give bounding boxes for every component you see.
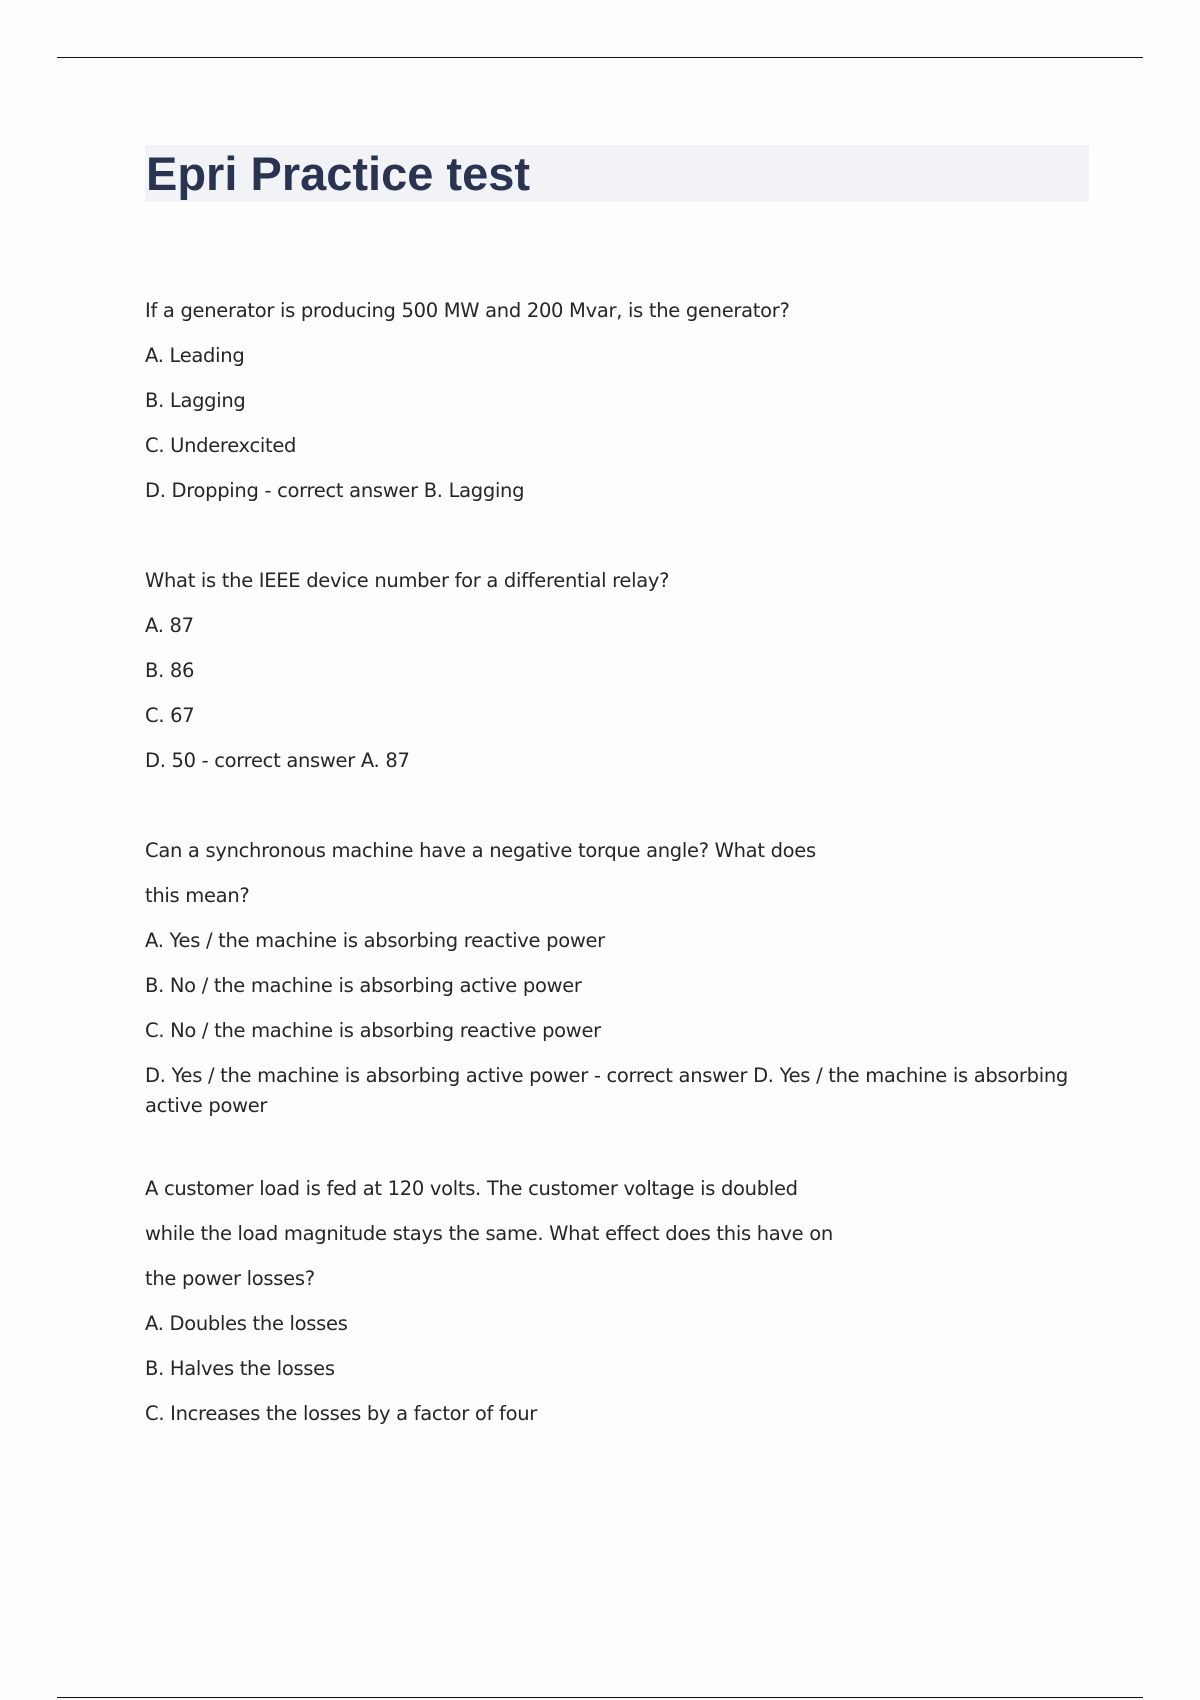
question-4-text-line-1: A customer load is fed at 120 volts. The customer voltage is doubled bbox=[145, 1177, 798, 1200]
question-3-option-d-answer: D. Yes / the machine is absorbing active power - correct answer D. Yes / the machine is absorbing active power bbox=[145, 1064, 1068, 1117]
question-1 bbox=[145, 288, 1085, 513]
question-4-option-c: C. Increases the losses by a factor of four bbox=[145, 1402, 537, 1425]
header-rule bbox=[57, 57, 1143, 58]
question-3-option-a: A. Yes / the machine is absorbing reactive power bbox=[145, 929, 605, 952]
question-4-option-b: B. Halves the losses bbox=[145, 1357, 335, 1380]
question-1-option-d-answer: D. Dropping - correct answer B. Lagging bbox=[145, 479, 525, 502]
question-2-option-c: C. 67 bbox=[145, 704, 195, 727]
question-3-option-c: C. No / the machine is absorbing reactive power bbox=[145, 1019, 601, 1042]
footer-rule bbox=[57, 1697, 1143, 1698]
question-4-text-line-3: the power losses? bbox=[145, 1267, 315, 1290]
question-2-option-a: A. 87 bbox=[145, 614, 194, 637]
question-1-option-a: A. Leading bbox=[145, 344, 245, 367]
question-2-option-d-answer: D. 50 - correct answer A. 87 bbox=[145, 749, 410, 772]
question-3 bbox=[145, 828, 1085, 1121]
question-3-text-line-2: this mean? bbox=[145, 884, 250, 907]
question-1-option-c: C. Underexcited bbox=[145, 434, 297, 457]
question-3-option-b: B. No / the machine is absorbing active power bbox=[145, 974, 582, 997]
page-title: Epri Practice test bbox=[146, 147, 531, 200]
question-4-option-a: A. Doubles the losses bbox=[145, 1312, 348, 1335]
question-1-text: If a generator is producing 500 MW and 200 Mvar, is the generator? bbox=[145, 299, 790, 322]
question-list bbox=[145, 288, 1085, 1481]
question-2 bbox=[145, 558, 1085, 783]
question-1-option-b: B. Lagging bbox=[145, 389, 246, 412]
question-4-text-line-2: while the load magnitude stays the same. What effect does this have on bbox=[145, 1222, 833, 1245]
question-2-text: What is the IEEE device number for a differential relay? bbox=[145, 569, 670, 592]
question-2-option-b: B. 86 bbox=[145, 659, 195, 682]
question-3-text-line-1: Can a synchronous machine have a negative torque angle? What does bbox=[145, 839, 816, 862]
question-4 bbox=[145, 1166, 1085, 1436]
